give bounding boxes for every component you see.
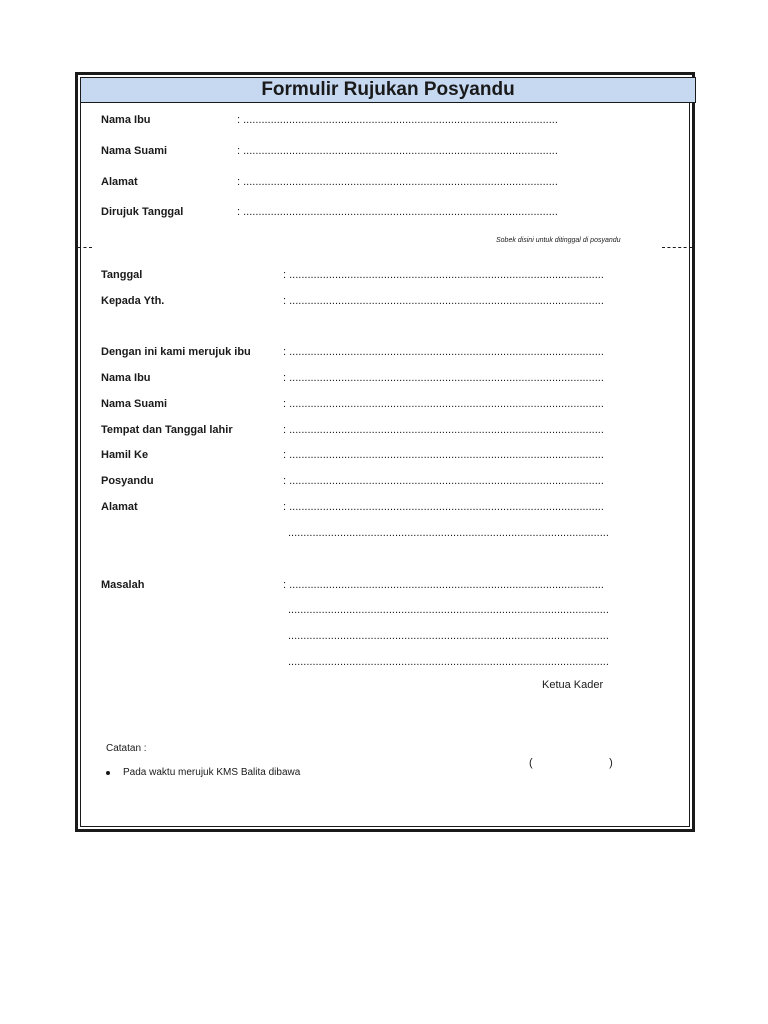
- hamil-ke-label: Hamil Ke: [101, 449, 149, 461]
- ketua-kader-label: Ketua Kader: [542, 679, 604, 691]
- cut-line-left: [78, 247, 92, 248]
- catatan-label: Catatan :: [106, 743, 147, 754]
- top-nama-suami-label: Nama Suami: [101, 145, 168, 157]
- nama-ibu-label: Nama Ibu: [101, 372, 151, 384]
- masalah-field[interactable]: : .......................................................................................................: [283, 579, 604, 591]
- nama-suami-field[interactable]: : .......................................................................................................: [283, 398, 604, 410]
- top-nama-suami-field[interactable]: : .......................................................................................................: [237, 145, 558, 157]
- top-dirujuk-tanggal-field[interactable]: : .......................................................................................................: [237, 206, 558, 218]
- tanggal-field[interactable]: : .......................................................................................................: [283, 269, 604, 281]
- ttl-field[interactable]: : .......................................................................................................: [283, 424, 604, 436]
- kepada-label: Kepada Yth.: [101, 295, 165, 307]
- masalah-field-cont-2[interactable]: .........................................................................................................: [288, 630, 609, 642]
- kepada-field[interactable]: : .......................................................................................................: [283, 295, 604, 307]
- merujuk-label: Dengan ini kami merujuk ibu: [101, 346, 251, 358]
- top-nama-ibu-label: Nama Ibu: [101, 114, 151, 126]
- alamat-field[interactable]: : .......................................................................................................: [283, 501, 604, 513]
- nama-suami-label: Nama Suami: [101, 398, 168, 410]
- top-alamat-label: Alamat: [101, 176, 138, 188]
- merujuk-field[interactable]: : .......................................................................................................: [283, 346, 604, 358]
- masalah-field-cont-3[interactable]: .........................................................................................................: [288, 656, 609, 668]
- hamil-ke-field[interactable]: : .......................................................................................................: [283, 449, 604, 461]
- cut-note: Sobek disini untuk ditinggal di posyandu: [496, 237, 621, 244]
- posyandu-field[interactable]: : .......................................................................................................: [283, 475, 604, 487]
- top-dirujuk-tanggal-label: Dirujuk Tanggal: [101, 206, 184, 218]
- tanggal-label: Tanggal: [101, 269, 143, 281]
- masalah-field-cont-1[interactable]: .........................................................................................................: [288, 604, 609, 616]
- bullet-icon: [106, 771, 110, 775]
- top-nama-ibu-field[interactable]: : .......................................................................................................: [237, 114, 558, 126]
- posyandu-label: Posyandu: [101, 475, 154, 487]
- catatan-item: Pada waktu merujuk KMS Balita dibawa: [123, 767, 301, 778]
- alamat-field-cont[interactable]: .........................................................................................................: [288, 527, 609, 539]
- masalah-label: Masalah: [101, 579, 145, 591]
- alamat-label: Alamat: [101, 501, 138, 513]
- ttl-label: Tempat dan Tanggal lahir: [101, 424, 233, 436]
- cut-line-right: [662, 247, 692, 248]
- signature-parens[interactable]: ( ): [529, 757, 613, 769]
- top-alamat-field[interactable]: : .......................................................................................................: [237, 176, 558, 188]
- form-title: Formulir Rujukan Posyandu: [80, 77, 696, 103]
- nama-ibu-field[interactable]: : .......................................................................................................: [283, 372, 604, 384]
